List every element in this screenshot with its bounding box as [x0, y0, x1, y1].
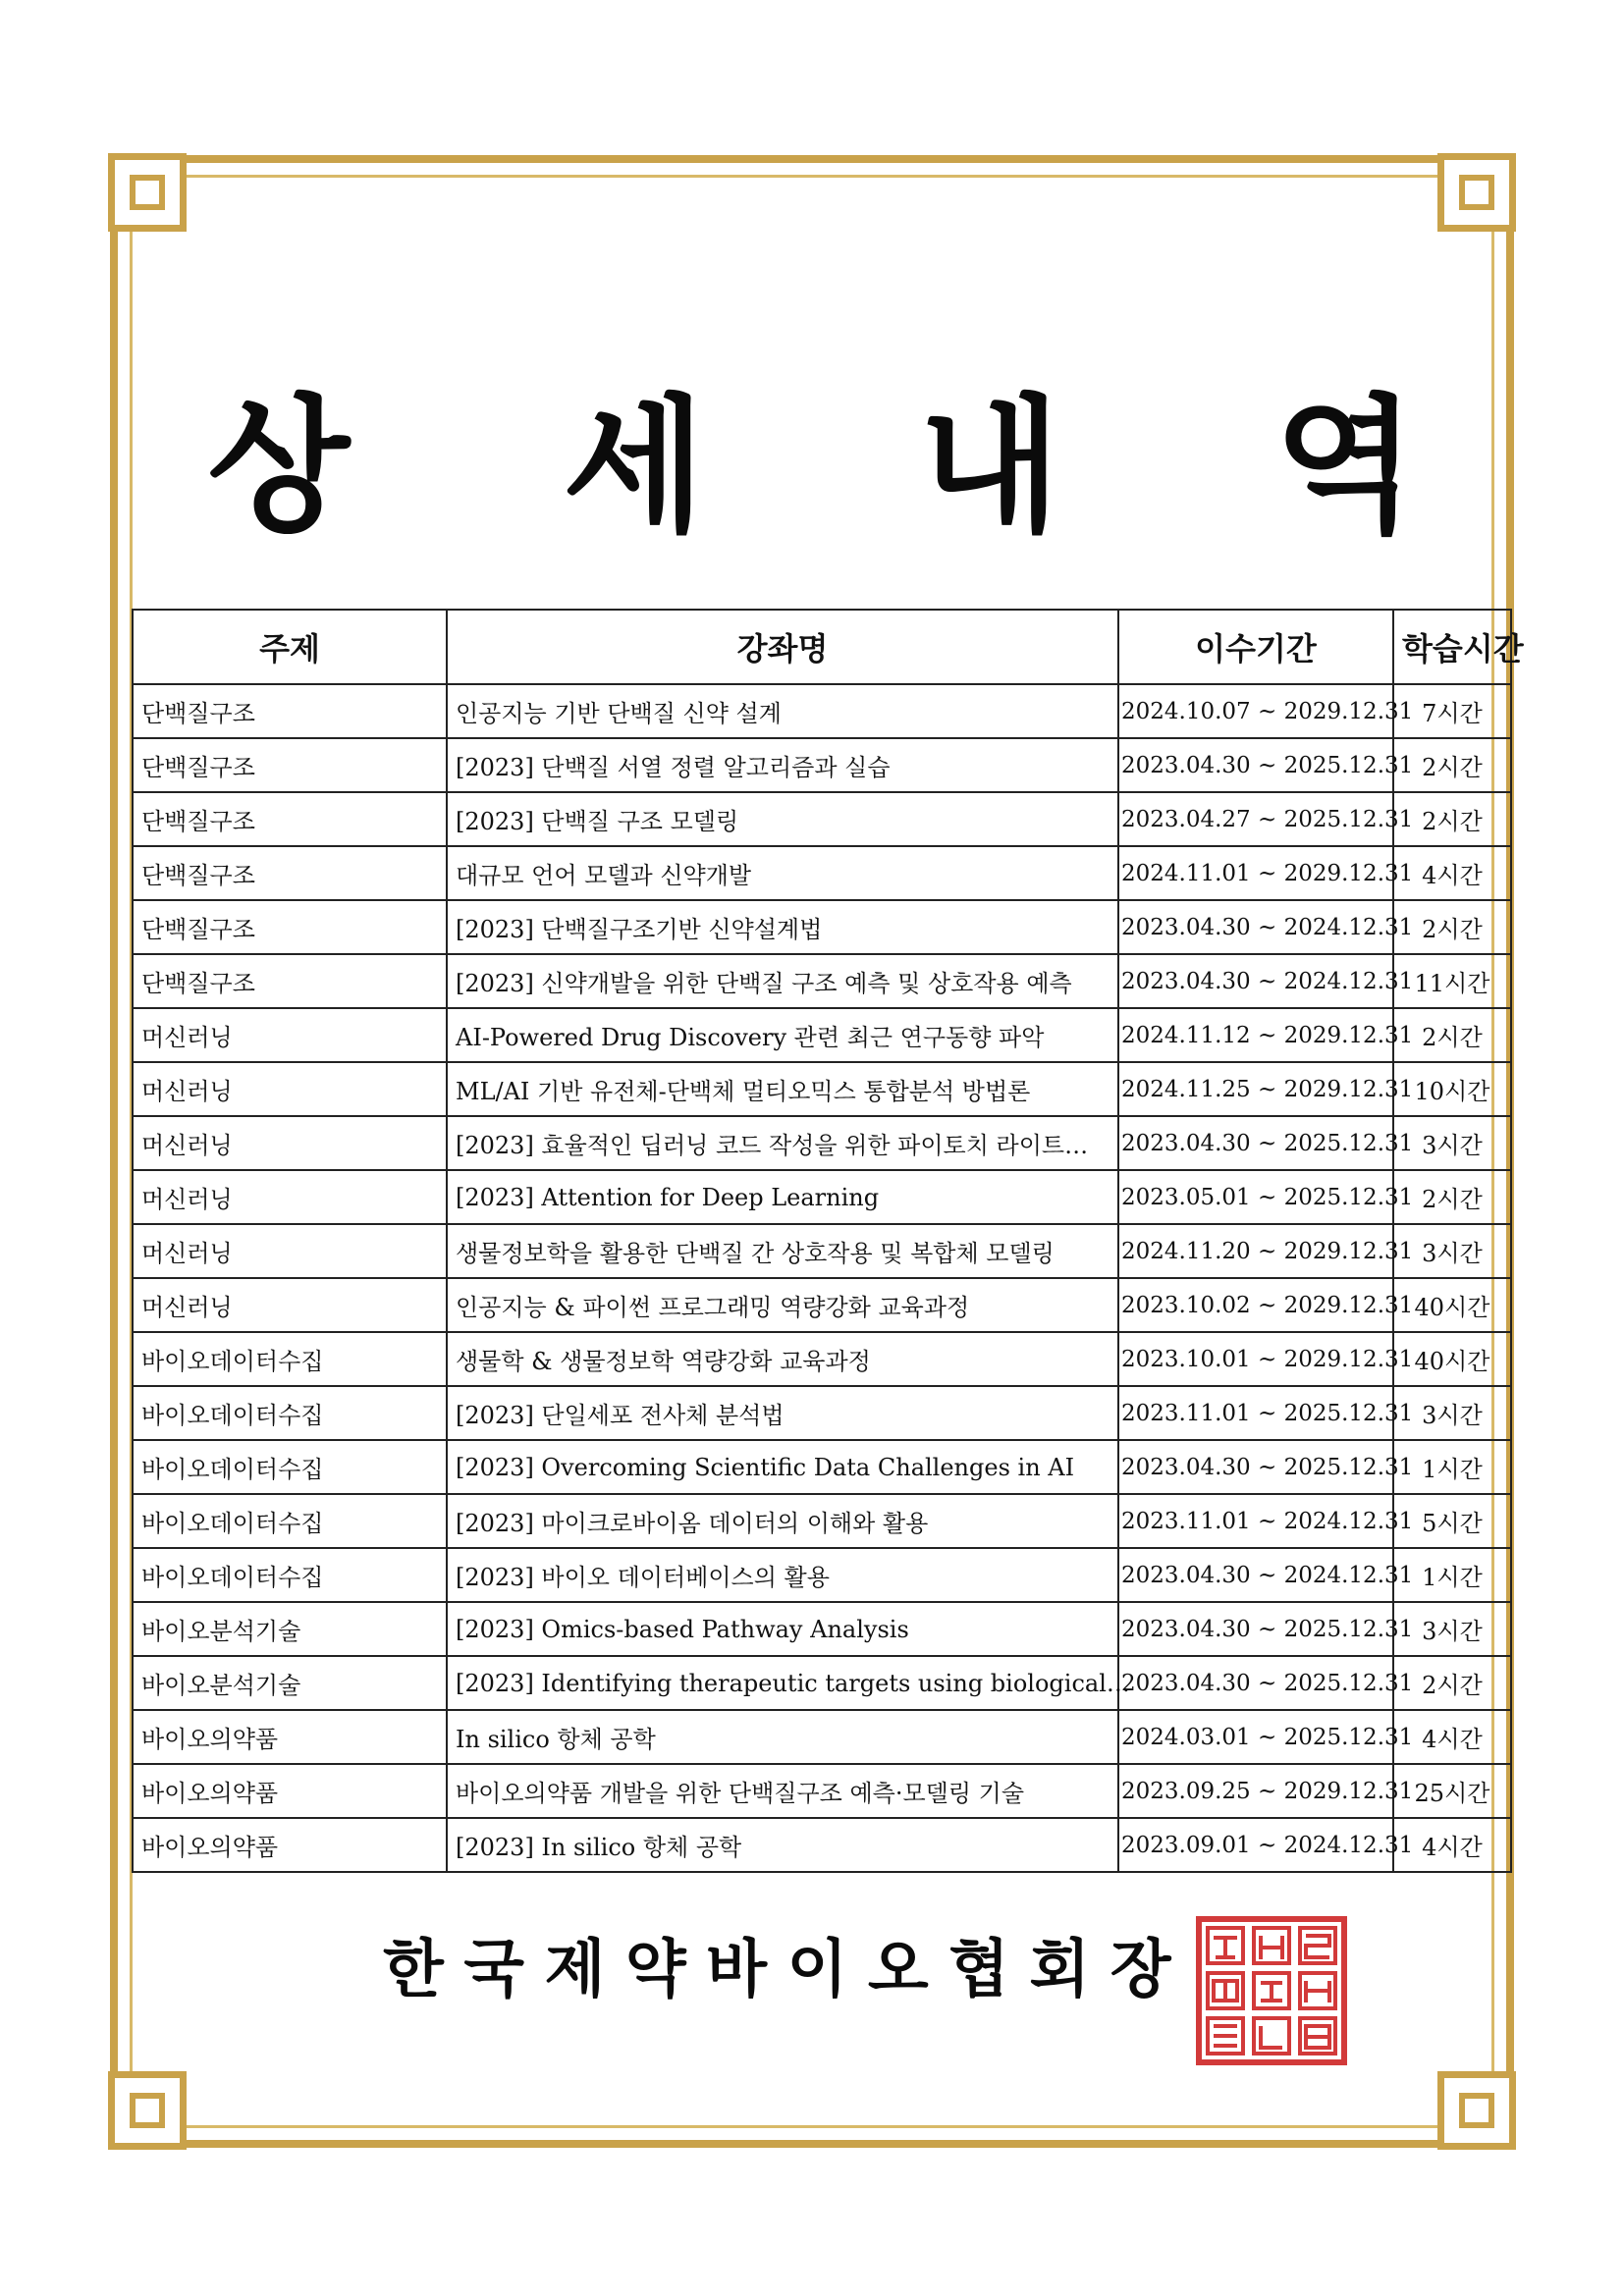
cell-period: 2023.11.01 ~ 2025.12.31 — [1118, 1386, 1393, 1440]
cell-course: [2023] Attention for Deep Learning — [447, 1170, 1118, 1224]
cell-course: [2023] 단백질 서열 정렬 알고리즘과 실습 — [447, 738, 1118, 792]
cell-course: In silico 항체 공학 — [447, 1710, 1118, 1764]
cell-topic: 머신러닝 — [133, 1116, 447, 1170]
course-detail-table — [132, 609, 1524, 1873]
cell-course: ML/AI 기반 유전체-단백체 멀티오믹스 통합분석 방법론 — [447, 1062, 1118, 1116]
cell-hours: 2시간 — [1393, 738, 1511, 792]
cell-hours: 4시간 — [1393, 1818, 1511, 1872]
cell-hours: 25시간 — [1393, 1764, 1511, 1818]
cell-hours: 3시간 — [1393, 1224, 1511, 1278]
cell-topic: 단백질구조 — [133, 684, 447, 738]
table-row — [133, 1116, 1511, 1170]
cell-course: 인공지능 기반 단백질 신약 설계 — [447, 684, 1118, 738]
cell-topic: 단백질구조 — [133, 792, 447, 846]
cell-hours: 1시간 — [1393, 1548, 1511, 1602]
table-row — [133, 846, 1511, 900]
cell-hours: 2시간 — [1393, 1008, 1511, 1062]
cell-hours: 2시간 — [1393, 1170, 1511, 1224]
table-row — [133, 1656, 1511, 1710]
cell-course: 대규모 언어 모델과 신약개발 — [447, 846, 1118, 900]
issuer-name: 한국제약바이오협회장 — [383, 1933, 1192, 2006]
table-row — [133, 1062, 1511, 1116]
cell-hours: 10시간 — [1393, 1062, 1511, 1116]
table-row — [133, 792, 1511, 846]
cell-hours: 4시간 — [1393, 846, 1511, 900]
cell-topic: 바이오의약품 — [133, 1818, 447, 1872]
cell-topic: 머신러닝 — [133, 1062, 447, 1116]
table-row — [133, 900, 1511, 954]
table-row — [133, 1008, 1511, 1062]
cell-period: 2023.04.30 ~ 2025.12.31 — [1118, 1440, 1393, 1494]
frame-corner-ornament — [1437, 153, 1516, 232]
cell-period: 2023.04.30 ~ 2024.12.31 — [1118, 954, 1393, 1008]
cell-period: 2023.11.01 ~ 2024.12.31 — [1118, 1494, 1393, 1548]
cell-period: 2024.11.20 ~ 2029.12.31 — [1118, 1224, 1393, 1278]
frame-corner-ornament — [1437, 2071, 1516, 2150]
cell-hours: 3시간 — [1393, 1602, 1511, 1656]
table-row — [133, 738, 1511, 792]
cell-period: 2023.05.01 ~ 2025.12.31 — [1118, 1170, 1393, 1224]
table-row — [133, 1170, 1511, 1224]
frame-corner-ornament — [108, 2071, 187, 2150]
header-course: 강좌명 — [447, 610, 1118, 684]
cell-course: [2023] 바이오 데이터베이스의 활용 — [447, 1548, 1118, 1602]
cell-hours: 4시간 — [1393, 1710, 1511, 1764]
cell-course: [2023] 단백질구조기반 신약설계법 — [447, 900, 1118, 954]
cell-topic: 머신러닝 — [133, 1278, 447, 1332]
cell-hours: 2시간 — [1393, 1656, 1511, 1710]
cell-period: 2024.11.01 ~ 2029.12.31 — [1118, 846, 1393, 900]
cell-course: [2023] Identifying therapeutic targets using biological… — [447, 1656, 1118, 1710]
cell-course: 생물학 & 생물정보학 역량강화 교육과정 — [447, 1332, 1118, 1386]
cell-period: 2024.11.25 ~ 2029.12.31 — [1118, 1062, 1393, 1116]
cell-hours: 7시간 — [1393, 684, 1511, 738]
cell-hours: 5시간 — [1393, 1494, 1511, 1548]
cell-period: 2023.04.30 ~ 2025.12.31 — [1118, 1116, 1393, 1170]
cell-period: 2023.09.01 ~ 2024.12.31 — [1118, 1818, 1393, 1872]
cell-period: 2023.04.30 ~ 2024.12.31 — [1118, 1548, 1393, 1602]
table-row — [133, 1278, 1511, 1332]
cell-topic: 바이오의약품 — [133, 1764, 447, 1818]
cell-period: 2024.03.01 ~ 2025.12.31 — [1118, 1710, 1393, 1764]
cell-topic: 바이오데이터수집 — [133, 1494, 447, 1548]
table-row — [133, 1764, 1511, 1818]
cell-hours: 2시간 — [1393, 900, 1511, 954]
cell-course: [2023] 단백질 구조 모델링 — [447, 792, 1118, 846]
cell-hours: 3시간 — [1393, 1386, 1511, 1440]
cell-course: [2023] 마이크로바이옴 데이터의 이해와 활용 — [447, 1494, 1118, 1548]
cell-topic: 바이오데이터수집 — [133, 1548, 447, 1602]
table-row — [133, 1494, 1511, 1548]
seal-pattern-icon — [1202, 1922, 1341, 2059]
cell-course: [2023] 단일세포 전사체 분석법 — [447, 1386, 1118, 1440]
cell-course: [2023] Overcoming Scientific Data Challenges in AI — [447, 1440, 1118, 1494]
cell-topic: 단백질구조 — [133, 954, 447, 1008]
cell-course: [2023] 신약개발을 위한 단백질 구조 예측 및 상호작용 예측 — [447, 954, 1118, 1008]
cell-hours: 40시간 — [1393, 1278, 1511, 1332]
cell-hours: 2시간 — [1393, 792, 1511, 846]
cell-hours: 3시간 — [1393, 1116, 1511, 1170]
cell-topic: 머신러닝 — [133, 1170, 447, 1224]
table-row — [133, 954, 1511, 1008]
cell-course: AI-Powered Drug Discovery 관련 최근 연구동향 파악 — [447, 1008, 1118, 1062]
cell-period: 2023.10.02 ~ 2029.12.31 — [1118, 1278, 1393, 1332]
cell-period: 2024.11.12 ~ 2029.12.31 — [1118, 1008, 1393, 1062]
cell-course: 생물정보학을 활용한 단백질 간 상호작용 및 복합체 모델링 — [447, 1224, 1118, 1278]
cell-topic: 바이오의약품 — [133, 1710, 447, 1764]
cell-topic: 단백질구조 — [133, 738, 447, 792]
cell-topic: 바이오분석기술 — [133, 1602, 447, 1656]
header-topic: 주제 — [133, 610, 447, 684]
cell-topic: 바이오데이터수집 — [133, 1386, 447, 1440]
cell-course: 인공지능 & 파이썬 프로그래밍 역량강화 교육과정 — [447, 1278, 1118, 1332]
cell-hours: 1시간 — [1393, 1440, 1511, 1494]
cell-period: 2023.10.01 ~ 2029.12.31 — [1118, 1332, 1393, 1386]
header-period: 이수기간 — [1118, 610, 1393, 684]
table-row — [133, 1710, 1511, 1764]
cell-topic: 단백질구조 — [133, 900, 447, 954]
document-title: 상 세 내 역 — [207, 380, 1498, 553]
cell-period: 2024.10.07 ~ 2029.12.31 — [1118, 684, 1393, 738]
table-header-row — [133, 610, 1511, 684]
cell-topic: 바이오데이터수집 — [133, 1440, 447, 1494]
cell-topic: 바이오분석기술 — [133, 1656, 447, 1710]
cell-period: 2023.04.30 ~ 2024.12.31 — [1118, 900, 1393, 954]
frame-corner-ornament — [108, 153, 187, 232]
cell-hours: 40시간 — [1393, 1332, 1511, 1386]
cell-topic: 머신러닝 — [133, 1008, 447, 1062]
table-row — [133, 1818, 1511, 1872]
table-row — [133, 1602, 1511, 1656]
cell-course: 바이오의약품 개발을 위한 단백질구조 예측·모델링 기술 — [447, 1764, 1118, 1818]
cell-period: 2023.04.30 ~ 2025.12.31 — [1118, 738, 1393, 792]
table-row — [133, 684, 1511, 738]
cell-topic: 단백질구조 — [133, 846, 447, 900]
cell-period: 2023.04.30 ~ 2025.12.31 — [1118, 1656, 1393, 1710]
cell-period: 2023.04.27 ~ 2025.12.31 — [1118, 792, 1393, 846]
cell-period: 2023.04.30 ~ 2025.12.31 — [1118, 1602, 1393, 1656]
cell-course: [2023] In silico 항체 공학 — [447, 1818, 1118, 1872]
table-row — [133, 1548, 1511, 1602]
cell-topic: 머신러닝 — [133, 1224, 447, 1278]
cell-period: 2023.09.25 ~ 2029.12.31 — [1118, 1764, 1393, 1818]
cell-hours: 11시간 — [1393, 954, 1511, 1008]
official-seal — [1196, 1916, 1347, 2065]
cell-course: [2023] 효율적인 딥러닝 코드 작성을 위한 파이토치 라이트… — [447, 1116, 1118, 1170]
table-row — [133, 1386, 1511, 1440]
table-row — [133, 1440, 1511, 1494]
header-hours: 학습시간 — [1393, 610, 1511, 684]
table-row — [133, 1224, 1511, 1278]
table-body — [133, 684, 1511, 1872]
cell-course: [2023] Omics-based Pathway Analysis — [447, 1602, 1118, 1656]
cell-topic: 바이오데이터수집 — [133, 1332, 447, 1386]
table-row — [133, 1332, 1511, 1386]
